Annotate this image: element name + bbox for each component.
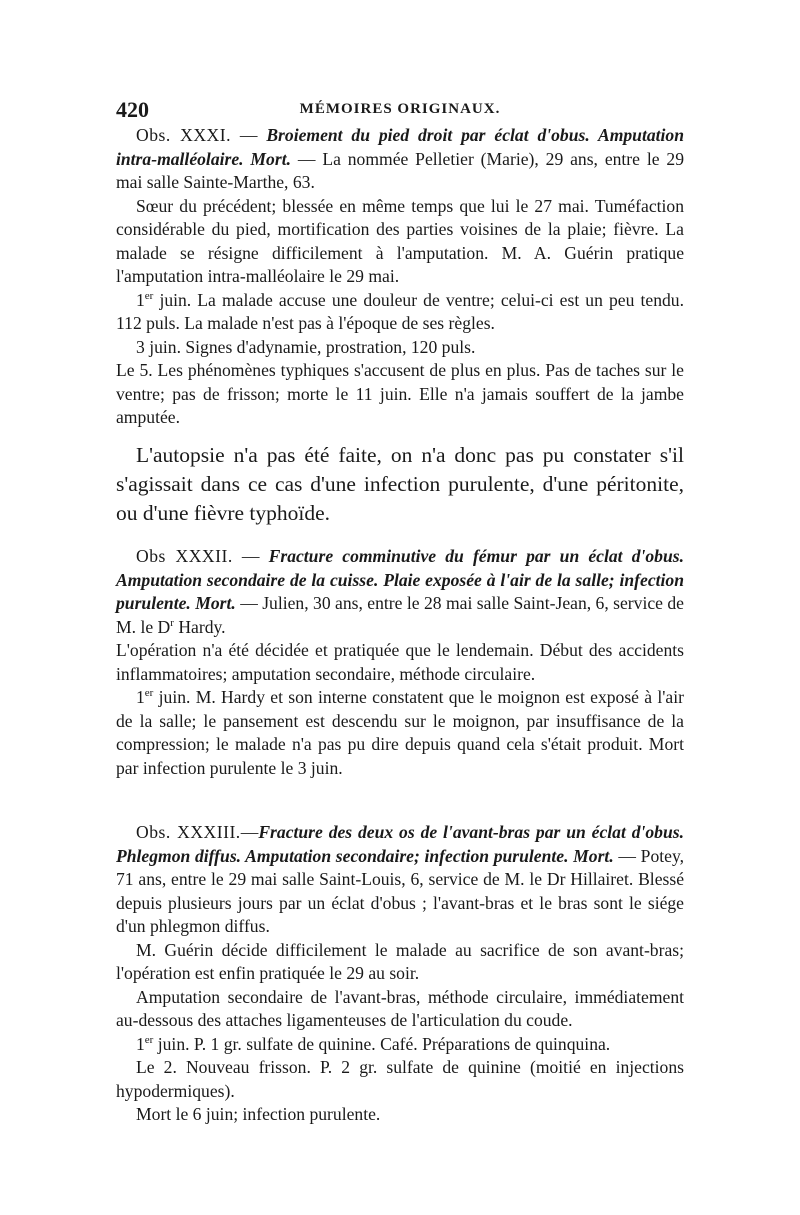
- obs32-heading: [116, 545, 684, 639]
- obs33-p3-day: 1: [136, 1033, 145, 1054]
- running-title: MÉMOIRES ORIGINAUX.: [299, 101, 501, 117]
- observation-32: [116, 545, 684, 780]
- observation-33: [116, 821, 684, 1127]
- obs33-dash: —: [240, 822, 259, 842]
- obs33-paragraph-3: [116, 1033, 684, 1057]
- obs32-intro-sup: r: [170, 616, 174, 629]
- obs33-paragraph-5: Mort le 6 juin; infection purulente.: [136, 1104, 381, 1124]
- autopsy-comment-text: L'autopsie n'a pas été faite, on n'a donc pas pu constater s'il s'agissait dans ce cas d'une infection purulente, d'une péritonite, ou d'une fièvre typhoïde.: [116, 443, 684, 525]
- page-number: 420: [116, 97, 149, 122]
- obs31-p2-text: juin. La malade accuse une douleur de ventre; celui-ci est un peu tendu. 112 puls. La malade n'est pas à l'époque de ses règles.: [116, 289, 684, 333]
- obs33-title: Fracture des deux os de l'avant-bras par un éclat d'obus. Phlegmon diffus. Amputation secondaire; infection purulente. Mort.: [116, 822, 685, 866]
- obs31-heading: [116, 124, 684, 195]
- obs33-p3-sup: er: [144, 1033, 154, 1046]
- observation-31: [116, 124, 684, 430]
- obs31-title: Broiement du pied droit par éclat d'obus. Amputation intra-malléolaire. Mort.: [116, 125, 685, 169]
- obs32-paragraph-2: [116, 686, 684, 780]
- obs33-paragraph-1: M. Guérin décide difficilement le malade au sacrifice de son avant-bras; l'opération est enfin pratiquée le 29 au soir.: [116, 939, 684, 983]
- obs31-number: Obs. XXXI.: [136, 125, 231, 145]
- obs32-number: Obs XXXII.: [136, 546, 233, 566]
- obs32-p2-text: juin. M. Hardy et son interne constatent que le moignon est exposé à l'air de la salle; le pansement est descendu sur le moignon, par insuffisance de la compression; le malade n'a pas pu dire depuis quand cela s'était produit. Mort par infection purulente le 3 juin.: [116, 687, 684, 778]
- obs31-paragraph-2: [116, 289, 684, 336]
- page-header: [116, 97, 684, 127]
- obs32-paragraph-1: L'opération n'a été décidée et pratiquée que le lendemain. Début des accidents inflammatoires; amputation secondaire, méthode circulaire.: [116, 640, 684, 684]
- obs31-intro: — La nommée Pelletier (Marie), 29 ans, entre le 29 mai salle Sainte-Marthe, 63.: [116, 148, 684, 192]
- obs31-p2-sup: er: [144, 289, 154, 302]
- obs33-number: Obs. XXXIII.: [136, 822, 241, 842]
- obs33-heading: [116, 821, 684, 939]
- obs32-p2-day: 1: [136, 687, 145, 707]
- obs33-p3-text: juin. P. 1 gr. sulfate de quinine. Café. Préparations de quinquina.: [153, 1033, 611, 1054]
- obs32-intro-b: Hardy.: [173, 616, 226, 637]
- obs32-dash: —: [232, 546, 269, 566]
- obs32-title: Fracture comminutive du fémur par un éclat d'obus. Amputation secondaire de la cuisse. Plaie exposée à l'air de la salle; infection purulente. Mort.: [116, 546, 685, 613]
- obs32-intro-a: — Julien, 30 ans, entre le 28 mai salle Saint-Jean, 6, service de M. le D: [116, 593, 684, 637]
- obs31-paragraph-1: Sœur du précédent; blessée en même temps que lui le 27 mai. Tuméfaction considérable du pied, mortification des parties voisines de la plaie; fièvre. La malade se résigne difficilement à l'amputation. M. A. Guérin pratique l'amputation intra-malléolaire le 29 mai.: [116, 195, 684, 286]
- obs31-paragraph-4: Le 5. Les phénomènes typhiques s'accusent de plus en plus. Pas de taches sur le ventre; pas de frisson; morte le 11 juin. Elle n'a jamais souffert de la jambe amputée.: [116, 360, 684, 427]
- autopsy-comment: [116, 441, 684, 528]
- obs31-dash: —: [230, 125, 267, 145]
- obs32-p2-sup: er: [144, 687, 154, 700]
- obs33-paragraph-2: Amputation secondaire de l'avant-bras, méthode circulaire, immédiatement au-dessous des attaches ligamenteuses de l'articulation du coude.: [116, 986, 684, 1030]
- obs31-paragraph-3: 3 juin. Signes d'adynamie, prostration, 120 puls.: [136, 336, 476, 357]
- obs31-p2-day: 1: [136, 289, 145, 310]
- obs33-intro: — Potey, 71 ans, entre le 29 mai salle Saint-Louis, 6, service de M. le Dr Hillairet. Blessé depuis plusieurs jours par un éclat d'obus ; l'avant-bras et le bras sont le siége d'un phlegmon diffus.: [116, 845, 684, 936]
- obs33-paragraph-4: Le 2. Nouveau frisson. P. 2 gr. sulfate de quinine (moitié en injections hypodermiques).: [116, 1057, 684, 1101]
